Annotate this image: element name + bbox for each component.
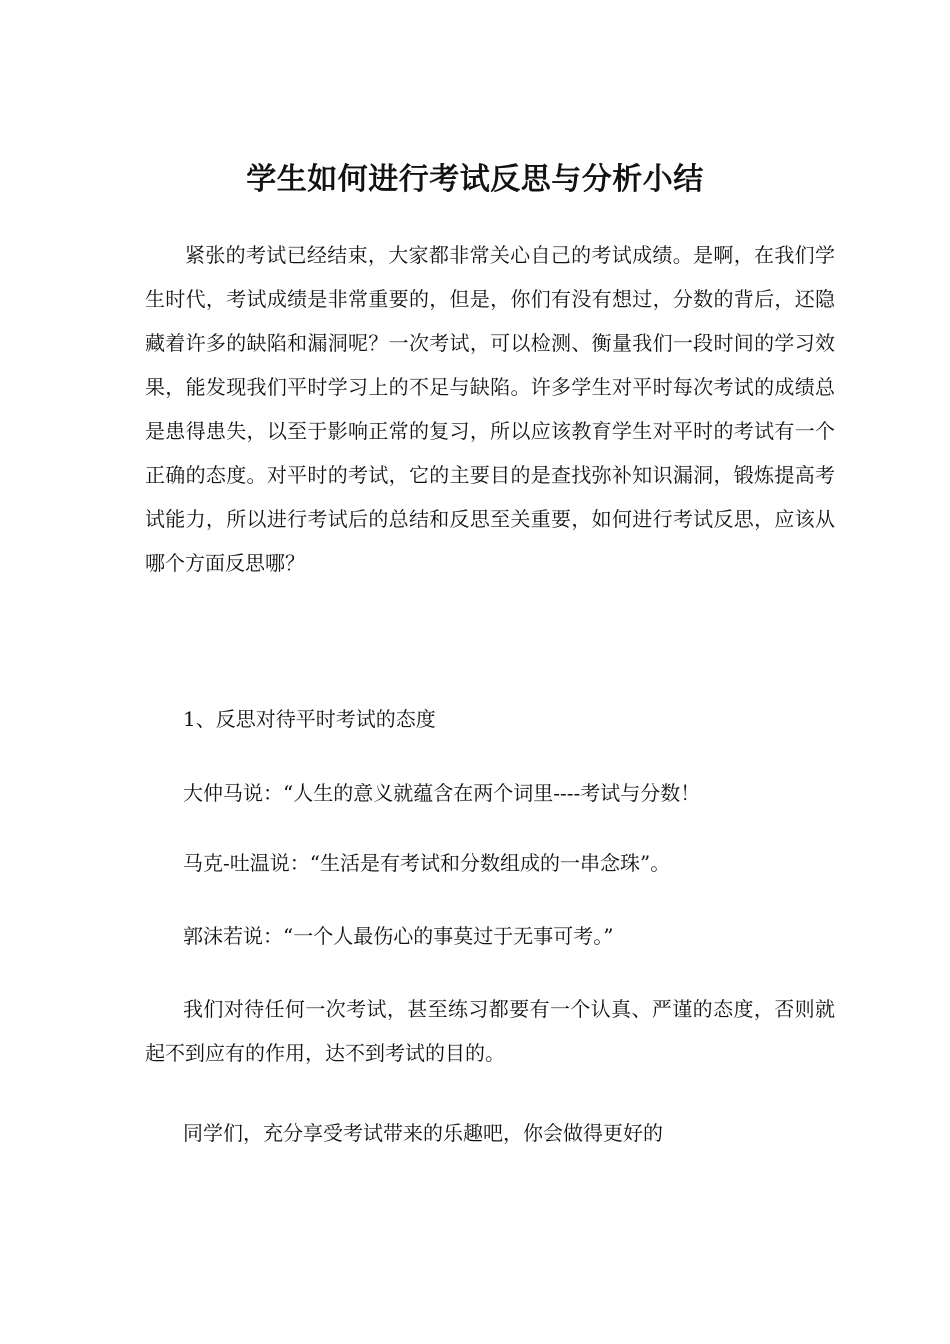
- attitude-paragraph: 我们对待任何一次考试，甚至练习都要有一个认真、严谨的态度，否则就起不到应有的作用，达不到考试的目的。: [145, 997, 835, 1065]
- intro-paragraph: 紧张的考试已经结束，大家都非常关心自己的考试成绩。是啊，在我们学生时代，考试成绩是非常重要的，但是，你们有没有想过，分数的背后，还隐藏着许多的缺陷和漏洞呢？一次考试，可以检测、衡量我们一段时间的学习效果，能发现我们平时学习上的不足与缺陷。许多学生对平时每次考试的成绩总是患得患失，以至于影响正常的复习，所以应该教育学生对平时的考试有一个正确的态度。对平时的考试，它的主要目的是查找弥补知识漏洞，锻炼提高考试能力，所以进行考试后的总结和反思至关重要，如何进行考试反思，应该从哪个方面反思哪？: [145, 243, 835, 575]
- quote-dumas: 大仲马说：“人生的意义就蕴含在两个词里----考试与分数！: [183, 781, 701, 805]
- closing-paragraph: 同学们，充分享受考试带来的乐趣吧，你会做得更好的: [183, 1121, 663, 1145]
- document-title: 学生如何进行考试反思与分析小结: [246, 162, 704, 197]
- quote-twain: 马克-吐温说：“生活是有考试和分数组成的一串念珠”。: [183, 851, 671, 875]
- section-heading-1: 1、反思对待平时考试的态度: [183, 707, 436, 731]
- quote-guo-moruo: 郭沫若说：“一个人最伤心的事莫过于无事可考。”: [183, 924, 614, 948]
